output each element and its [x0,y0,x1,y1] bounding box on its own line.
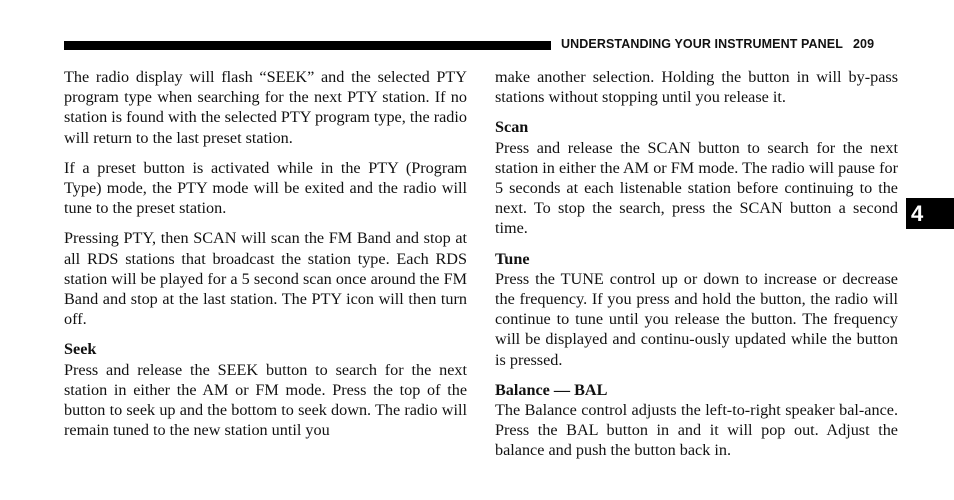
running-header [561,37,874,51]
paragraph-tune: Press the TUNE control up or down to increase or decrease the frequency. If you press and hold the button, the radio will continue to tune until you release the button. The frequency will be displayed and continu-ously updated while the button is pressed. [495,269,898,369]
paragraph-preset-button: If a preset button is activated while in the PTY (Program Type) mode, the PTY mode will be exited and the radio will tune to the preset station. [64,158,467,218]
paragraph-seek-continued: make another selection. Holding the button in will by-pass stations without stopping until you release it. [495,68,898,107]
heading-balance: Balance — BAL [495,380,608,399]
section-title: UNDERSTANDING YOUR INSTRUMENT PANEL [561,37,843,51]
paragraph-balance: The Balance control adjusts the left-to-right speaker bal-ance. Press the BAL button in and it will pop out. Adjust the balance and push the button back in. [495,401,898,460]
chapter-tab: 4 [906,198,954,229]
left-column [64,67,467,450]
paragraph-scan: Press and release the SCAN button to search for the next station in either the AM or FM mode. The radio will pause for 5 seconds at each listenable station before continuing to the next. To stop the search, press the SCAN button a second time. [495,138,898,238]
paragraph-pty-scan: Pressing PTY, then SCAN will scan the FM Band and stop at all RDS stations that broadcast the station type. Each RDS station will be played for a 5 second scan once around the FM Band and stop at the last station. The PTY icon will then turn off. [64,229,467,329]
page-number: 209 [852,37,875,51]
paragraph-pty-seek-flash: The radio display will flash “SEEK” and the selected PTY program type when searching for the next PTY station. If no station is found with the selected PTY program type, the radio will return to the last preset station. [64,68,467,147]
paragraph-seek: Press and release the SEEK button to search for the next station in either the AM or FM mode. Press the top of the button to seek up and the bottom to seek down. The radio will remain tuned to the new station until you [64,360,467,440]
header-rule [64,41,551,50]
heading-scan: Scan [495,118,529,137]
heading-seek: Seek [64,340,97,359]
right-column [495,67,898,471]
heading-tune: Tune [495,249,530,268]
